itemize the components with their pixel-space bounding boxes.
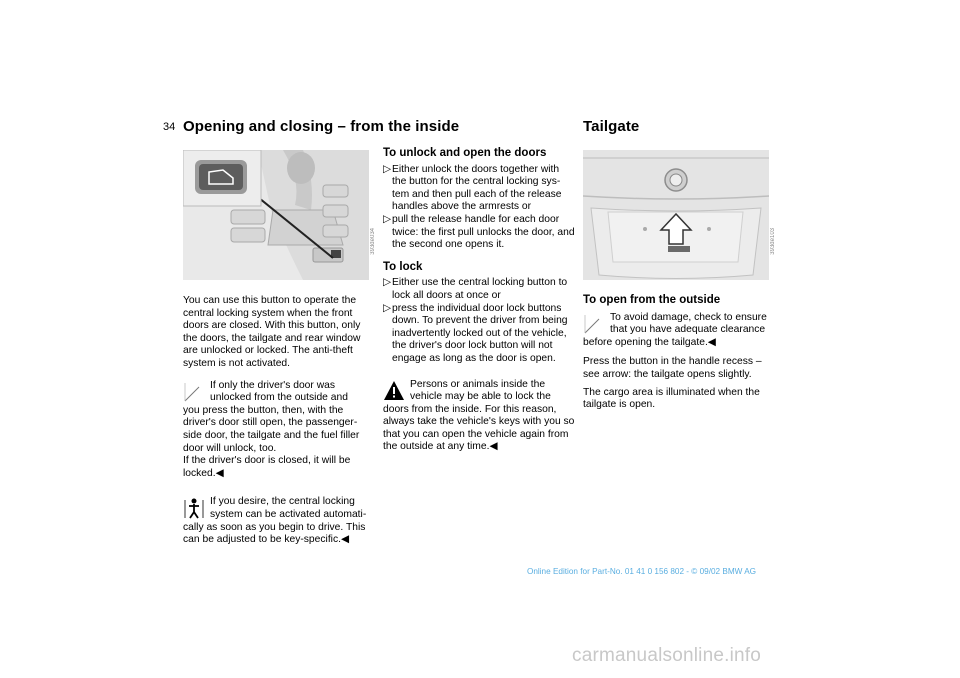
console-photo [183,150,369,280]
note-auto-lock [183,496,373,546]
note-driver-door [183,380,373,481]
page-number: 34 [163,121,176,133]
open-outside-heading: To open from the outside [583,294,721,306]
warning-note-rest: doors from the inside. For this reason, always take the vehicle's keys with you so that you can open the vehicle again from the outside at any time.◀ [383,403,575,453]
section-title-opening: Opening and closing – from the inside [183,118,460,135]
bullet-mark: ▷ [383,277,391,289]
note-auto-lock-rest: cally as soon as you begin to drive. This can be adjusted to be key-specific.◀ [183,521,366,546]
warning-note [383,379,575,455]
note-icon [183,381,205,403]
unlock-bullet-2-text: pull the release handle for each door twice: the first pull unlocks the door, and the second one opens it. [392,213,575,251]
note-driver-door-rest: you press the button, then, with the driver's door still open, the passenger-side door, the tailgate and the fuel filler door will unlock, too. [183,404,360,454]
unlock-bullet-1-text: Either unlock the doors together with the button for the central locking sys-tem and then pull each of the release handles above the armrests or [392,163,562,213]
unlock-bullet-2 [383,214,575,252]
bullet-mark: ▷ [383,302,391,314]
unlock-heading: To unlock and open the doors [383,147,547,159]
footer-edition: Online Edition for Part-No. 01 41 0 156 802 - © 09/02 BMW AG [527,567,757,576]
press-button-paragraph: Press the button in the handle recess – see arrow: the tailgate opens slightly. [583,356,762,380]
intro-paragraph: You can use this button to operate the central locking system when the front doors are closed. With this button, only the doors, the tailgate and rear window are unlocked or locked. The anti-theft system is not activated. [183,295,361,369]
tailgate-photo [583,150,769,280]
person-icon [183,497,205,519]
note-driver-door-last: If the driver's door is closed, it will be locked.◀ [183,455,351,479]
image-code-right: 393de103 [770,228,776,255]
image-code-left: 393de034 [370,228,376,255]
clearance-note-first: To avoid damage, check to ensure that you have adequate clearance [610,311,767,336]
bullet-mark: ▷ [383,213,391,225]
cargo-light-paragraph: The cargo area is illuminated when the tailgate is open. [583,386,760,411]
tailgate-illustration [583,150,769,280]
lock-bullet-2 [383,303,575,366]
bullet-mark: ▷ [383,163,391,175]
section-title-tailgate: Tailgate [583,118,640,135]
clearance-note-rest: before opening the tailgate.◀ [583,336,716,348]
lock-bullet-1 [383,277,575,302]
warning-icon [383,380,405,402]
warning-note-first: Persons or animals inside the vehicle may be able to lock the [410,378,551,403]
watermark: carmanualsonline.info [572,645,762,666]
note-icon [583,313,605,335]
center-console-illustration [183,150,369,280]
lock-bullet-2-text: press the individual door lock buttons down. To prevent the driver from being inadvertently locked out of the vehicle, the driver's door lock button will not engage as long as the door is open. [392,302,568,364]
note-auto-lock-first: If you desire, the central locking system can be activated automati- [210,496,367,520]
clearance-note [583,312,775,350]
note-driver-door-first: If only the driver's door was unlocked from the outside and [210,379,348,404]
lock-heading: To lock [383,260,423,273]
lock-bullet-1-text: Either use the central locking button to lock all doors at once or [392,277,568,301]
unlock-bullet-1 [383,164,575,214]
